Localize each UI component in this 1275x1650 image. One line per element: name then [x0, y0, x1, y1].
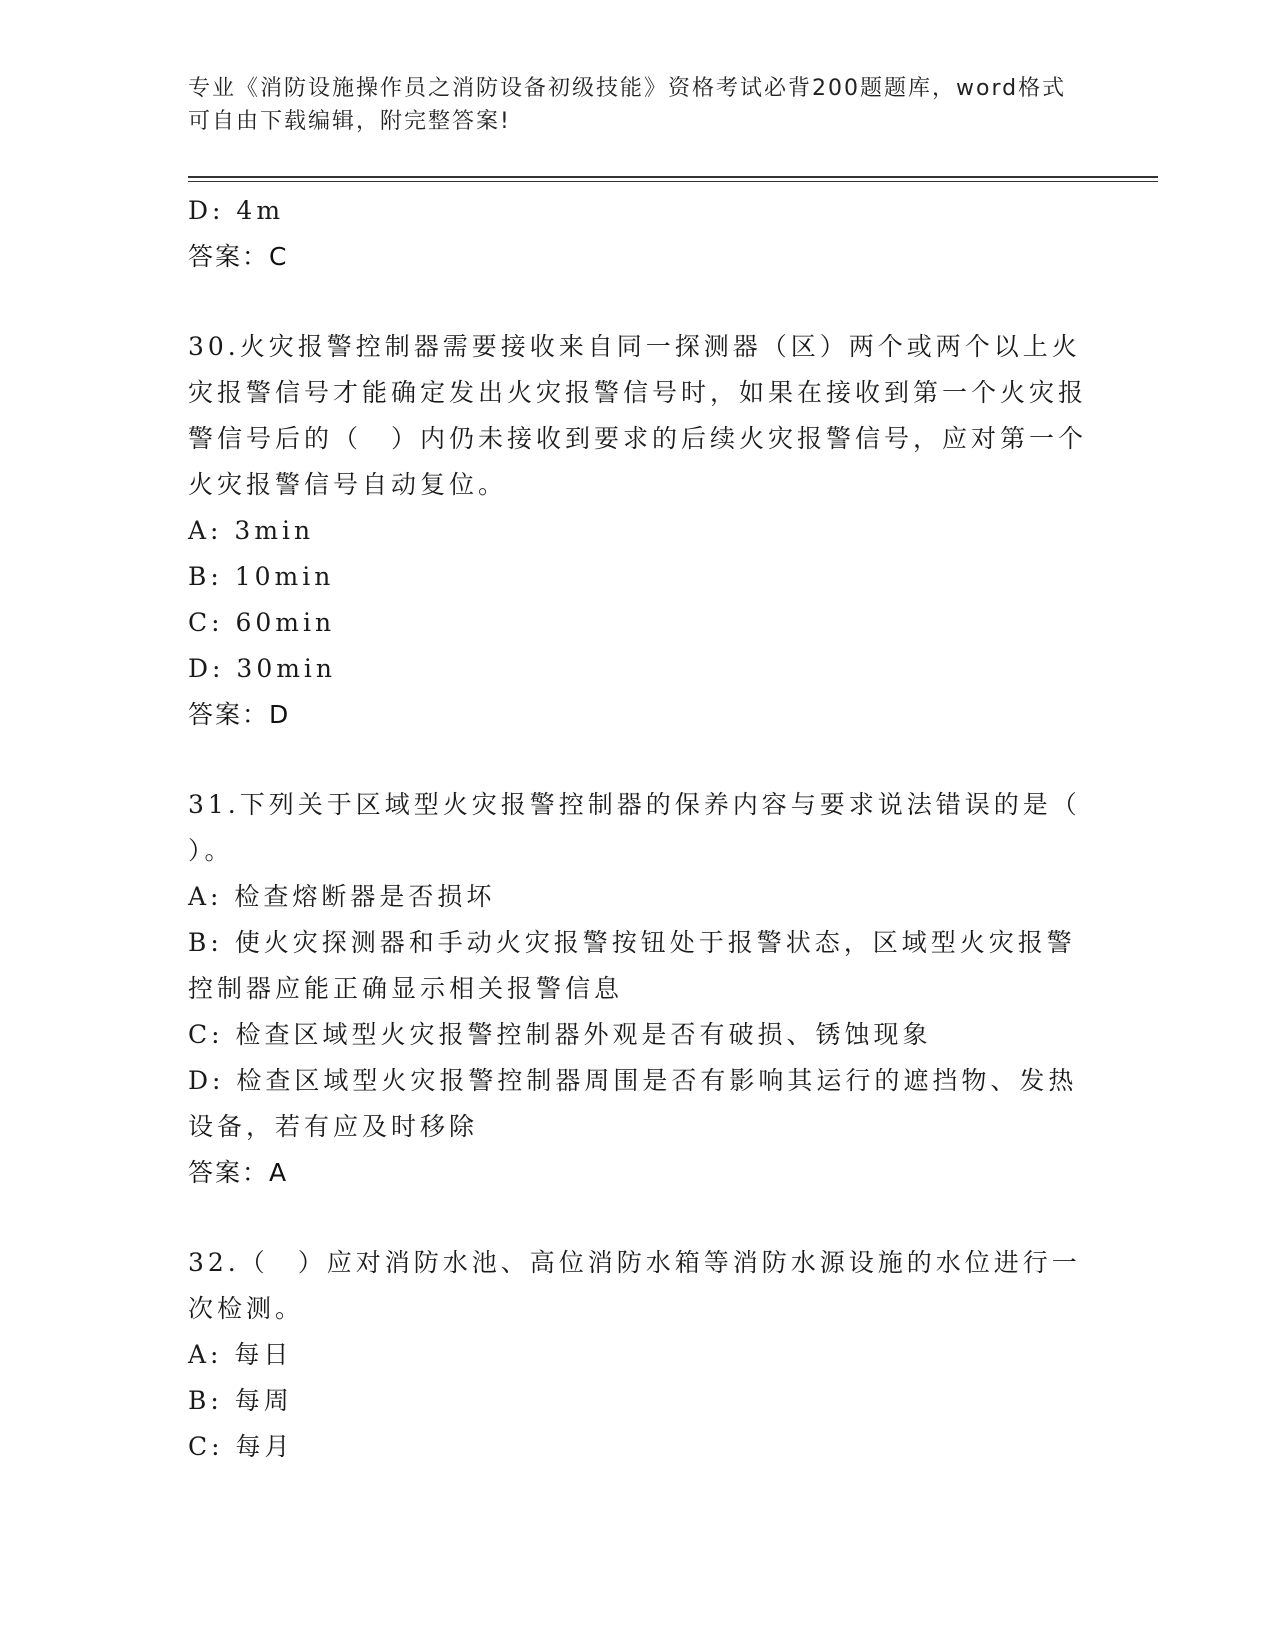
- question-answer: 答案：D: [188, 700, 291, 729]
- question-32: [188, 1240, 1088, 1470]
- option-c: C: 每月: [188, 1432, 294, 1461]
- page-header: 专业《消防设施操作员之消防设备初级技能》资格考试必背200题题库，word格式可自由下载编辑，附完整答案!: [188, 76, 1067, 134]
- carryover-option-d: D: 4m: [188, 196, 285, 225]
- question-content: [188, 188, 1088, 1470]
- spacer: [188, 280, 1088, 324]
- question-stem: 31.下列关于区域型火灾报警控制器的保养内容与要求说法错误的是（ ）。: [188, 790, 1081, 865]
- spacer: [188, 738, 1088, 782]
- option-d: D: 检查区域型火灾报警控制器周围是否有影响其运行的遮挡物、发热设备，若有应及时移除: [188, 1066, 1078, 1141]
- option-b: B: 使火灾探测器和手动火灾报警按钮处于报警状态，区域型火灾报警控制器应能正确显示相关报警信息: [188, 928, 1076, 1003]
- option-a: A: 检查熔断器是否损坏: [188, 882, 496, 911]
- question-stem: 30.火灾报警控制器需要接收来自同一探测器（区）两个或两个以上火灾报警信号才能确定发出火灾报警信号时，如果在接收到第一个火灾报警信号后的（ ）内仍未接收到要求的后续火灾报警信号，应对第一个火灾报警信号自动复位。: [188, 332, 1088, 499]
- spacer: [188, 1196, 1088, 1240]
- option-a: A: 3min: [188, 516, 315, 545]
- carryover-answer: 答案：C: [188, 242, 289, 271]
- question-30: [188, 324, 1088, 738]
- question-answer: 答案：A: [188, 1158, 289, 1187]
- option-d: D: 30min: [188, 654, 337, 683]
- option-c: C: 60min: [188, 608, 336, 637]
- option-a: A: 每日: [188, 1340, 293, 1369]
- option-c: C: 检查区域型火灾报警控制器外观是否有破损、锈蚀现象: [188, 1020, 932, 1049]
- option-b: B: 每周: [188, 1386, 293, 1415]
- question-stem: 32.（ ）应对消防水池、高位消防水箱等消防水源设施的水位进行一次检测。: [188, 1248, 1081, 1323]
- option-b: B: 10min: [188, 562, 335, 591]
- header-divider-thick: [188, 176, 1158, 178]
- question-31: [188, 782, 1088, 1196]
- header-divider-thin: [188, 181, 1158, 182]
